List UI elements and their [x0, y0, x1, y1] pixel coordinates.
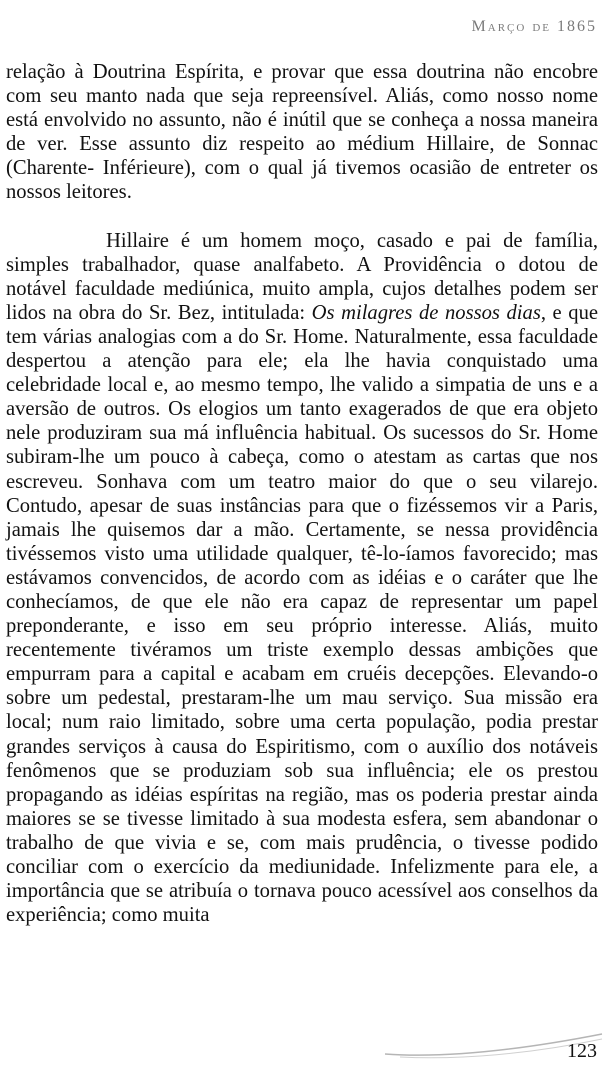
paragraph-1: relação à Doutrina Espírita, e provar que essa doutrina não encobre com seu manto nada que seja repreensível. Aliás, como nosso nome está envolvido no assunto, não é inútil que se conheça a nossa maneira de ver. Esse assunto diz respeito ao médium Hillaire, de Sonnac (Charente- Inférieure), com o qual já tivemos ocasião de entreter os nossos leitores. [6, 61, 598, 204]
book-title: Os milagres de nossos dias [311, 301, 541, 324]
paragraph-2-text-a: Hillaire é um homem moço, casado e pai de família, simples trabalhador, quase analfabeto. A Providência o dotou de notável faculdade mediúnica, muito ampla, cujos detalhes podem ser lidos na obra do Sr. Bez, intitulada: [6, 229, 598, 324]
page-number: 123 [567, 1040, 597, 1062]
paragraph-2-text-b: , e que tem várias analogias com a do Sr. Home. Naturalmente, essa faculdade despertou a atenção para ele; ela lhe havia conquistado uma celebridade local e, ao mesmo tempo, lhe valido a simpatia de uns e a aversão de outros. Os elogios um tanto exagerados de que era objeto nele produziram sua má influência habitual. Os sucessos do Sr. Home subiram-lhe um pouco à cabeça, como o atestam as cartas que nos escreveu. Sonhava com um teatro maior do que o seu vilarejo. Contudo, apesar de suas instâncias para que o fizéssemos vir a Paris, jamais lhe quisemos dar a mão. Certamente, se nessa providência tivéssemos visto uma utilidade qualquer, tê-lo-íamos favorecido; mas estávamos convencidos, de acordo com as idéias e o caráter que lhe conhecíamos, de que ele não era capaz de representar um papel preponderante, e isso em seu próprio interesse. Aliás, muito recentemente tivéramos um triste exemplo dessas ambições que empurram para a capital e acabam em cruéis decepções. Elevando-o sobre um pedestal, prestaram-lhe um mau serviço. Sua missão era local; num raio limitado, sobre uma certa população, podia prestar grandes serviços à causa do Espiritismo, com o auxílio dos notáveis fenômenos que se produziam sob sua influência; ele os prestou propagando as idéias espíritas na região, mas os poderia prestar ainda maiores se se tivesse limitado à sua modesta esfera, sem abandonar o trabalho de que vivia e se, com mais prudência, o tivesse podido conciliar com o exercício da mediunidade. Infelizmente para ele, a importância que se atribuía o tornava pouco acessível aos conselhos da experiência; como muita [6, 301, 599, 927]
paragraph-2 [6, 229, 598, 928]
page-body [6, 60, 598, 927]
running-header: Março de 1865 [471, 18, 597, 35]
